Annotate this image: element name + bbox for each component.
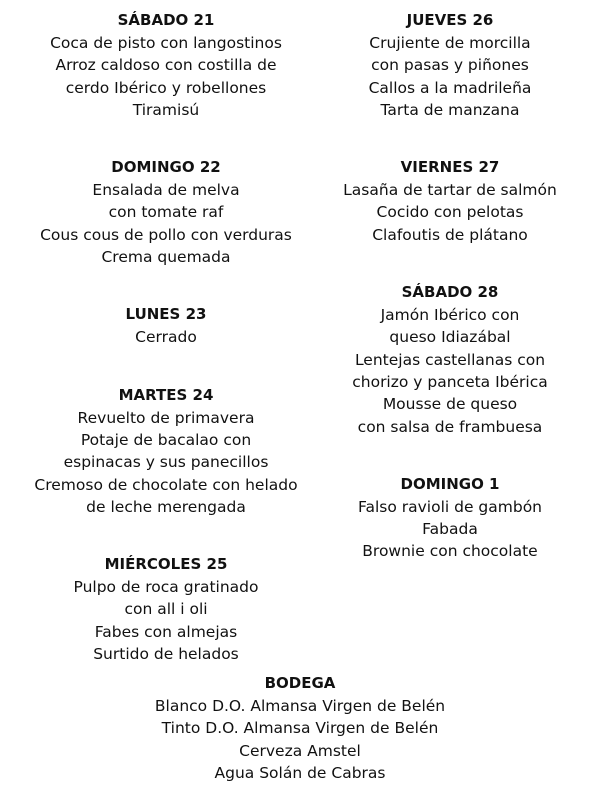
menu-item: de leche merengada <box>86 497 246 516</box>
day-menu <box>312 474 588 563</box>
menu-item: Clafoutis de plátano <box>372 225 528 244</box>
day-title: VIERNES 27 <box>400 158 500 177</box>
day-menu <box>16 157 316 268</box>
menu-item: queso Idiazábal <box>389 328 511 347</box>
day-title: DOMINGO 1 <box>400 474 500 493</box>
menu-item: con pasas y piñones <box>371 56 529 75</box>
menu-item: Lentejas castellanas con <box>354 350 546 369</box>
menu-item: Cocido con pelotas <box>376 203 524 222</box>
menu-item: Crujiente de morcilla <box>369 34 531 52</box>
menu-item: Cous cous de pollo con verduras <box>40 225 292 244</box>
day-menu <box>16 554 316 665</box>
day-title: JUEVES 26 <box>406 11 494 29</box>
menu-item: con salsa de frambuesa <box>357 417 543 436</box>
day-title: DOMINGO 22 <box>111 158 221 177</box>
menu-item: Fabada <box>422 520 478 539</box>
drink-item: Agua Solán de Cabras <box>214 763 386 782</box>
menu-item: cerdo Ibérico y robellones <box>65 78 267 97</box>
menu-item: Potaje de bacalao con <box>80 430 252 449</box>
menu-item: Lasaña de tartar de salmón <box>343 181 557 200</box>
menu-item: Revuelto de primavera <box>77 408 255 427</box>
day-title: SÁBADO 28 <box>401 283 499 302</box>
menu-item: Jamón Ibérico con <box>380 306 520 325</box>
right-column <box>312 10 588 599</box>
menu-item: Brownie con chocolate <box>362 542 538 561</box>
menu-item: Cerrado <box>135 328 197 347</box>
menu-item: Ensalada de melva <box>92 181 240 200</box>
menu-item: chorizo y panceta Ibérica <box>352 372 548 391</box>
bodega-title: BODEGA <box>264 674 336 692</box>
menu-item: Cremoso de chocolate con helado <box>34 475 298 494</box>
menu-item: Falso ravioli de gambón <box>357 497 543 516</box>
menu-item: Surtido de helados <box>93 645 239 664</box>
day-menu <box>16 10 316 121</box>
day-title: MIÉRCOLES 25 <box>104 555 228 574</box>
menu-item: Pulpo de roca gratinado <box>73 578 259 597</box>
menu-item: con all i oli <box>124 600 208 619</box>
menu-item: Tiramisú <box>132 100 200 119</box>
menu-item: Coca de pisto con langostinos <box>50 34 282 52</box>
menu-item: espinacas y sus panecillos <box>63 453 269 472</box>
day-menu <box>16 385 316 518</box>
menu-item: Crema quemada <box>101 248 231 267</box>
drink-item: Tinto D.O. Almansa Virgen de Belén <box>161 719 439 738</box>
menu-item: con tomate raf <box>108 203 224 222</box>
day-menu <box>312 157 588 246</box>
left-column <box>16 10 316 701</box>
menu-item: Arroz caldoso con costilla de <box>55 56 277 75</box>
day-title: MARTES 24 <box>118 385 214 404</box>
day-menu <box>312 282 588 438</box>
menu-item: Tarta de manzana <box>380 100 520 119</box>
menu-item: Callos a la madrileña <box>368 78 532 97</box>
day-title: SÁBADO 21 <box>117 11 215 29</box>
menu-item: Mousse de queso <box>382 395 518 414</box>
drink-item: Blanco D.O. Almansa Virgen de Belén <box>154 697 446 715</box>
menu-item: Fabes con almejas <box>94 622 238 641</box>
day-title: LUNES 23 <box>125 305 207 324</box>
drink-item: Cerveza Amstel <box>239 741 361 760</box>
day-menu <box>312 10 588 121</box>
bodega-section <box>0 673 600 784</box>
day-menu <box>16 304 316 348</box>
